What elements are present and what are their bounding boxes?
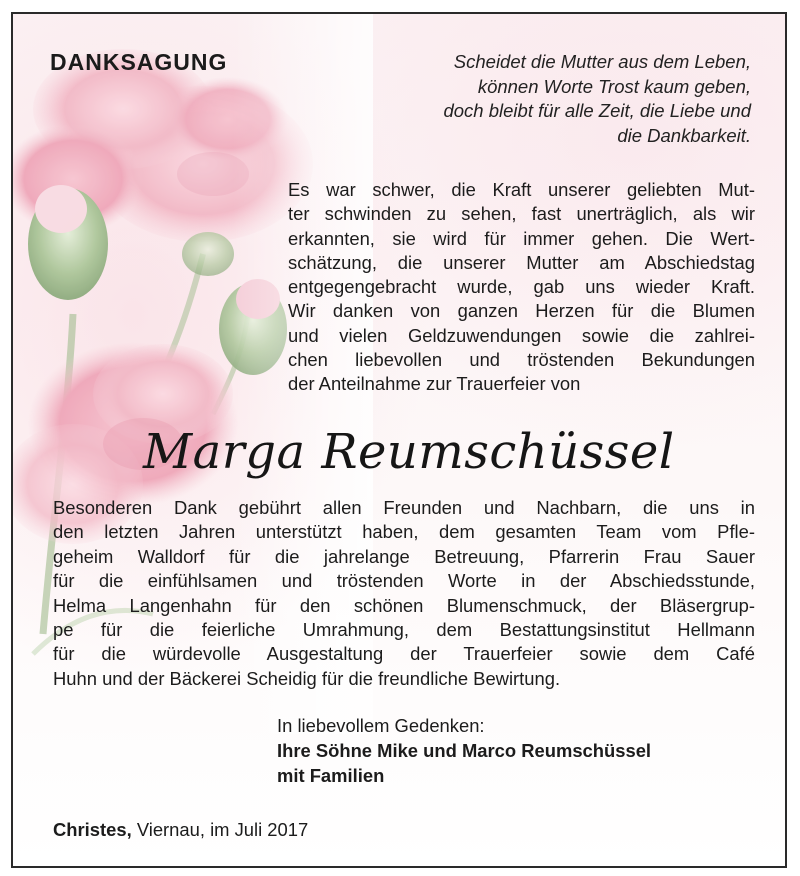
intro-paragraph [288,178,755,397]
signature-family: mit Familien [277,765,385,786]
poem-line: Scheidet die Mutter aus dem Leben, [453,51,751,72]
poem-line: können Worte Trost kaum geben, [477,75,751,97]
intro-line: der Anteilnahme zur Trauerfeier von [288,373,581,395]
signature-names: Ihre Söhne Mike und Marco Reumschüssel [277,740,652,761]
place-date [53,817,308,842]
thanks-line: Helma Langenhahn für den schönen Blumenschmuck, der Bläsergrup- [53,594,755,616]
obituary-card [11,12,787,868]
place-rest: Viernau, im Juli 2017 [131,819,309,840]
thanks-line: Huhn und der Bäckerei Scheidig für die freundliche Bewirtung. [53,667,561,689]
thanks-line: für die würdevolle Ausgestaltung der Trauerfeier sowie dem Café [53,643,755,665]
thanks-line: pe für die feierliche Umrahmung, dem Bestattungsinstitut Hellmann [53,619,755,641]
thanks-line: für die einfühlsamen und tröstenden Worte in der Abschiedsstunde, [53,570,755,592]
place-town: Christes, [53,819,132,840]
intro-line: schätzung, die unserer Mutter am Abschiedstag [288,251,755,273]
intro-line: entgegengebracht wurde, gab uns wieder Kraft. [288,276,755,298]
thanks-paragraph [53,496,755,691]
intro-line: erkannten, sie wird für immer gehen. Die Wert- [288,227,755,249]
heading: DANKSAGUNG [50,49,228,75]
signature-block [277,713,747,788]
thanks-line: geheim Walldorf für die jahrelange Betreuung, Pfarrerin Frau Sauer [53,545,755,567]
intro-line: chen liebevollen und tröstenden Bekundungen [288,349,755,371]
poem-line: doch bleibt für alle Zeit, die Liebe und [443,100,751,121]
intro-line: Wir danken von ganzen Herzen für die Blumen [288,300,755,322]
thanks-line: den letzten Jahren unterstützt haben, dem gesamten Team vom Pfle- [53,521,755,543]
intro-line: und vielen Geldzuwendungen sowie die zahlrei- [288,324,755,346]
signature-intro: In liebevollem Gedenken: [277,715,485,736]
deceased-name: Marga Reumschüssel [143,424,675,480]
poem [363,50,751,148]
thanks-line: Besonderen Dank gebührt allen Freunden und Nachbarn, die uns in [53,497,755,518]
intro-line: ter schwinden zu sehen, fast unerträglich, als wir [288,203,755,225]
intro-line: Es war schwer, die Kraft unserer geliebten Mut- [288,179,755,200]
poem-line: die Dankbarkeit. [617,124,751,146]
